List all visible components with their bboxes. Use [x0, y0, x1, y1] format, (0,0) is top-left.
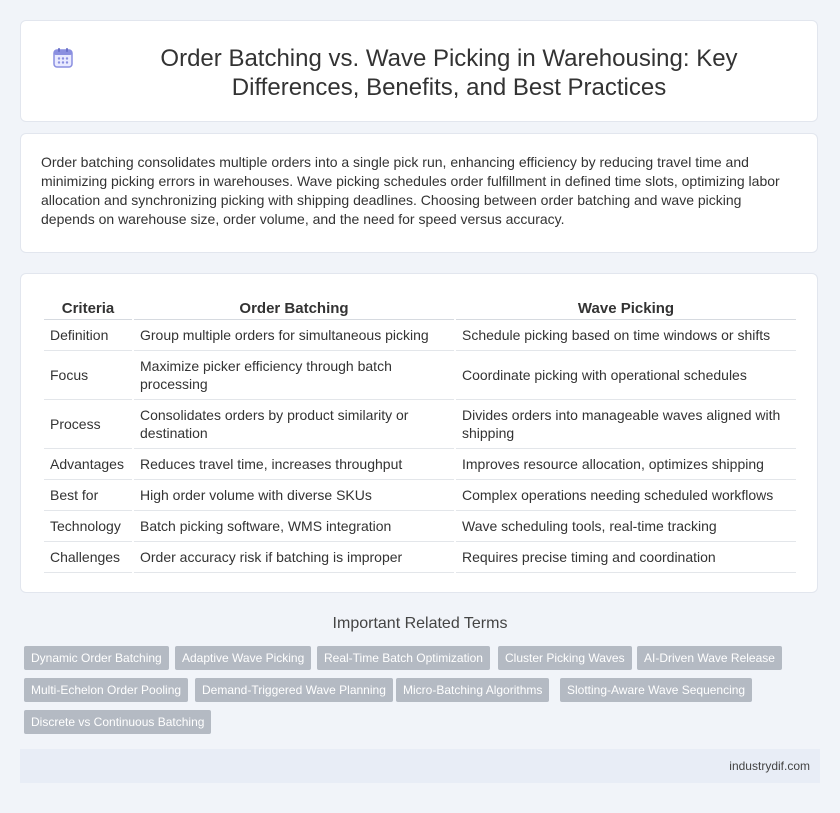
table-row	[44, 542, 796, 573]
order-batching-cell: Group multiple orders for simultaneous picking	[134, 320, 454, 351]
order-batching-cell: Order accuracy risk if batching is improper	[134, 542, 454, 573]
related-term-tag[interactable]: Demand-Triggered Wave Planning	[195, 678, 393, 702]
table-row	[44, 511, 796, 542]
related-term-tag[interactable]: Cluster Picking Waves	[498, 646, 632, 670]
related-term-tag[interactable]: Slotting-Aware Wave Sequencing	[560, 678, 752, 702]
wave-picking-cell: Divides orders into manageable waves aligned with shipping	[456, 400, 796, 449]
footer-site-link[interactable]: industrydif.com	[729, 759, 810, 773]
wave-picking-cell: Coordinate picking with operational schedules	[456, 351, 796, 400]
criteria-cell: Challenges	[44, 542, 132, 573]
wave-picking-cell: Schedule picking based on time windows or shifts	[456, 320, 796, 351]
footer	[20, 749, 820, 783]
order-batching-cell: Consolidates orders by product similarity or destination	[134, 400, 454, 449]
related-term-tag[interactable]: Micro-Batching Algorithms	[396, 678, 549, 702]
table-row	[44, 320, 796, 351]
related-term-tag[interactable]: Dynamic Order Batching	[24, 646, 169, 670]
table-header-row	[44, 296, 796, 320]
related-term-tag[interactable]: Multi-Echelon Order Pooling	[24, 678, 188, 702]
intro-paragraph: Order batching consolidates multiple orders into a single pick run, enhancing efficiency by reducing travel time and minimizing picking errors in warehouses. Wave picking schedules order fulfillment in defined time slots, optimizing labor allocation and synchronizing picking with shipping deadlines. Choosing between order batching and wave picking depends on warehouse size, order volume, and the need for speed versus accuracy.	[41, 154, 780, 227]
table-row	[44, 351, 796, 400]
page-title-text: Order Batching vs. Wave Picking in Warehousing: Key Differences, Benefits, and Best Practices	[160, 45, 738, 101]
criteria-cell: Advantages	[44, 449, 132, 480]
related-term-tag[interactable]: Real-Time Batch Optimization	[317, 646, 490, 670]
order-batching-cell: Batch picking software, WMS integration	[134, 511, 454, 542]
related-term-tag[interactable]: Discrete vs Continuous Batching	[24, 710, 211, 734]
related-term-tag[interactable]: AI-Driven Wave Release	[637, 646, 782, 670]
wave-picking-cell: Requires precise timing and coordination	[456, 542, 796, 573]
page-title	[21, 44, 817, 102]
criteria-cell: Technology	[44, 511, 132, 542]
comparison-table	[42, 296, 798, 573]
table-row	[44, 400, 796, 449]
title-card	[20, 20, 818, 122]
order-batching-cell: High order volume with diverse SKUs	[134, 480, 454, 511]
criteria-cell: Focus	[44, 351, 132, 400]
related-term-tag[interactable]: Adaptive Wave Picking	[175, 646, 311, 670]
wave-picking-cell: Improves resource allocation, optimizes shipping	[456, 449, 796, 480]
criteria-cell: Definition	[44, 320, 132, 351]
table-row	[44, 480, 796, 511]
header-criteria: Criteria	[44, 296, 132, 320]
header-wave-picking: Wave Picking	[456, 296, 796, 320]
wave-picking-cell: Complex operations needing scheduled workflows	[456, 480, 796, 511]
comparison-card	[20, 273, 818, 593]
criteria-cell: Best for	[44, 480, 132, 511]
intro-card	[20, 133, 818, 253]
related-terms-heading: Important Related Terms	[332, 615, 508, 632]
table-row	[44, 449, 796, 480]
order-batching-cell: Reduces travel time, increases throughput	[134, 449, 454, 480]
order-batching-cell: Maximize picker efficiency through batch processing	[134, 351, 454, 400]
header-order-batching: Order Batching	[134, 296, 454, 320]
criteria-cell: Process	[44, 400, 132, 449]
wave-picking-cell: Wave scheduling tools, real-time tracking	[456, 511, 796, 542]
